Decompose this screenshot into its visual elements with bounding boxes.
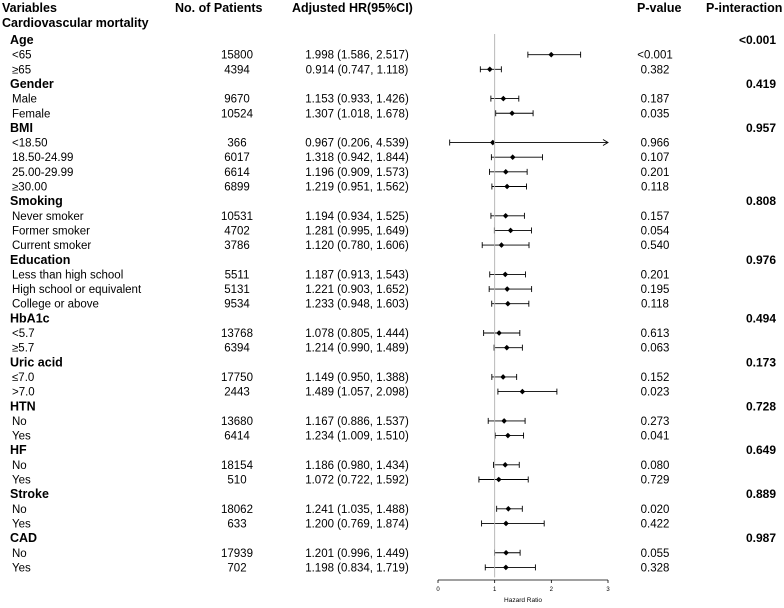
patients-count: 2443 xyxy=(224,386,250,399)
hr-point xyxy=(496,330,502,336)
forest-axis xyxy=(436,34,610,604)
p-value: 0.063 xyxy=(640,342,670,355)
patients-count: 6017 xyxy=(224,152,250,165)
hr-point xyxy=(505,301,511,307)
p-value: 0.107 xyxy=(640,152,670,165)
hr-point xyxy=(505,433,511,439)
header-hr: Adjusted HR(95%CI) xyxy=(292,1,413,15)
hr-point xyxy=(504,286,510,292)
hr-ci-text: 1.187 (0.913, 1.543) xyxy=(305,269,409,282)
p-value: 0.035 xyxy=(640,108,670,121)
group-label: Smoking xyxy=(10,194,63,209)
p-value: <0.001 xyxy=(637,49,673,62)
hr-ci-text: 1.149 (0.950, 1.388) xyxy=(305,371,409,384)
group-label: HbA1c xyxy=(10,311,50,326)
patients-count: 5511 xyxy=(224,269,250,282)
patients-count: 4394 xyxy=(224,64,250,77)
hr-ci-text: 1.233 (0.948, 1.603) xyxy=(305,298,409,311)
patients-count: 510 xyxy=(227,474,247,487)
p-value: 0.041 xyxy=(640,430,670,443)
p-interaction-value: 0.494 xyxy=(745,311,776,326)
hr-ci-text: 1.078 (0.805, 1.444) xyxy=(305,328,409,340)
p-value: 0.195 xyxy=(640,284,670,297)
patients-count: 13768 xyxy=(221,328,253,340)
hr-ci-text: 1.120 (0.780, 1.606) xyxy=(305,240,409,253)
subgroup-label: ≥5.7 xyxy=(12,342,35,355)
x-tick-label: 2 xyxy=(549,587,554,593)
hr-ci-text: 1.167 (0.886, 1.537) xyxy=(305,415,409,428)
hr-ci-text: 1.214 (0.990, 1.489) xyxy=(305,342,409,355)
hr-point xyxy=(504,345,510,351)
hr-point xyxy=(548,52,554,58)
subgroup-label: 25.00-29.99 xyxy=(12,166,74,179)
p-value: 0.023 xyxy=(640,386,670,399)
patients-count: 15800 xyxy=(221,49,253,62)
hr-ci-text: 1.221 (0.903, 1.652) xyxy=(305,284,409,297)
patients-count: 633 xyxy=(227,518,247,531)
p-value: 0.054 xyxy=(640,225,670,238)
patients-count: 9670 xyxy=(224,93,250,106)
subgroup-label: No xyxy=(12,415,27,428)
subgroup-label: Yes xyxy=(12,430,31,443)
hr-ci-text: 1.186 (0.980, 1.434) xyxy=(305,459,409,472)
subgroup-label: Former smoker xyxy=(12,225,90,238)
p-value: 0.966 xyxy=(640,137,670,150)
p-interaction-value: 0.808 xyxy=(745,194,776,209)
subgroup-label: <18.50 xyxy=(12,137,48,150)
subgroup-label: Yes xyxy=(12,518,31,531)
subgroup-label: ≤7.0 xyxy=(12,371,35,384)
p-value: 0.729 xyxy=(640,474,670,487)
hr-ci-text: 1.201 (0.996, 1.449) xyxy=(305,547,409,560)
forest-rows xyxy=(10,33,776,574)
group-label: Uric acid xyxy=(10,355,63,370)
hr-point xyxy=(501,418,507,424)
patients-count: 6394 xyxy=(224,342,250,355)
p-value: 0.157 xyxy=(640,210,670,223)
p-interaction-value: 0.173 xyxy=(745,355,776,370)
p-value: 0.152 xyxy=(640,371,670,384)
p-value: 0.422 xyxy=(640,518,670,531)
p-value: 0.613 xyxy=(640,328,670,340)
p-interaction-value: 0.419 xyxy=(745,76,776,91)
p-value: 0.540 xyxy=(640,240,670,253)
patients-count: 4702 xyxy=(224,225,250,238)
hr-ci-text: 1.153 (0.933, 1.426) xyxy=(305,93,409,106)
group-label: Gender xyxy=(10,76,54,91)
x-axis-label: Hazard Ratio xyxy=(504,597,542,604)
hr-ci-text: 1.194 (0.934, 1.525) xyxy=(305,210,409,223)
patients-count: 6899 xyxy=(224,181,250,194)
hr-ci-text: 1.281 (0.995, 1.649) xyxy=(305,225,409,238)
p-value: 0.187 xyxy=(640,93,670,106)
x-tick-label: 1 xyxy=(492,587,497,593)
subgroup-label: Female xyxy=(12,108,51,121)
hr-ci-text: 1.219 (0.951, 1.562) xyxy=(305,181,409,194)
p-interaction-value: 0.957 xyxy=(745,120,776,135)
hr-point xyxy=(503,169,509,175)
hr-ci-text: 1.998 (1.586, 2.517) xyxy=(305,49,409,62)
hr-point xyxy=(509,110,515,116)
p-value: 0.201 xyxy=(640,166,670,179)
hr-point xyxy=(503,565,509,571)
subgroup-label: <65 xyxy=(12,49,32,62)
p-value: 0.273 xyxy=(640,415,670,428)
p-value: 0.201 xyxy=(640,269,670,282)
group-label: HF xyxy=(10,443,27,458)
header-pinteraction: P-interaction xyxy=(706,1,783,15)
x-tick-label: 0 xyxy=(436,587,440,593)
patients-count: 3786 xyxy=(224,240,250,253)
hr-point xyxy=(520,389,526,395)
p-interaction-value: 0.728 xyxy=(745,399,776,414)
hr-point xyxy=(502,272,508,278)
hr-ci-text: 1.241 (1.035, 1.488) xyxy=(305,503,409,516)
hr-point xyxy=(510,154,516,160)
patients-count: 9534 xyxy=(224,298,250,311)
group-label: HTN xyxy=(10,399,36,414)
hr-point xyxy=(503,213,509,219)
group-label: BMI xyxy=(10,120,33,135)
hr-ci-text: 1.200 (0.769, 1.874) xyxy=(305,518,409,531)
group-label: CAD xyxy=(10,531,38,546)
p-interaction-value: 0.649 xyxy=(745,443,776,458)
p-value: 0.328 xyxy=(640,562,670,575)
hr-ci-text: 0.967 (0.206, 4.539) xyxy=(305,137,409,150)
subgroup-label: 18.50-24.99 xyxy=(12,152,74,165)
patients-count: 5131 xyxy=(224,284,250,297)
p-value: 0.118 xyxy=(641,298,669,311)
hr-ci-text: 0.914 (0.747, 1.118) xyxy=(305,64,409,77)
subgroup-label: Never smoker xyxy=(12,210,84,223)
hr-ci-text: 1.234 (1.009, 1.510) xyxy=(305,430,409,443)
hr-ci-text: 1.072 (0.722, 1.592) xyxy=(305,474,409,487)
p-value: 0.080 xyxy=(640,459,670,472)
p-interaction-value: 0.976 xyxy=(745,252,776,267)
hr-point xyxy=(506,506,512,512)
hr-point xyxy=(503,550,509,556)
hr-point xyxy=(496,477,502,483)
subgroup-label: <5.7 xyxy=(12,328,35,340)
hr-point xyxy=(508,228,514,234)
hr-ci-text: 1.489 (1.057, 2.098) xyxy=(305,386,409,399)
p-interaction-value: 0.889 xyxy=(745,487,776,502)
patients-count: 13680 xyxy=(221,415,253,428)
subgroup-label: High school or equivalent xyxy=(12,284,142,297)
hr-point xyxy=(500,374,506,380)
subgroup-label: ≥30.00 xyxy=(12,181,48,194)
hr-point xyxy=(501,96,507,102)
patients-count: 10524 xyxy=(221,108,253,121)
hr-ci-text: 1.307 (1.018, 1.678) xyxy=(305,108,409,121)
group-label: Stroke xyxy=(10,487,49,502)
hr-point xyxy=(487,67,493,73)
p-value: 0.118 xyxy=(641,181,669,194)
p-value: 0.020 xyxy=(640,503,670,516)
patients-count: 366 xyxy=(227,137,247,150)
subgroup-label: College or above xyxy=(12,298,99,311)
p-value: 0.382 xyxy=(640,64,670,77)
patients-count: 702 xyxy=(227,562,247,575)
patients-count: 17939 xyxy=(221,547,253,560)
header-pvalue: P-value xyxy=(637,1,682,15)
group-label: Age xyxy=(10,33,34,47)
hr-point xyxy=(499,242,505,248)
hr-point xyxy=(503,521,509,527)
hr-point xyxy=(504,184,510,190)
hr-point xyxy=(502,462,508,468)
patients-count: 6614 xyxy=(224,166,250,179)
header-patients: No. of Patients xyxy=(175,1,263,15)
subgroup-label: Less than high school xyxy=(12,269,124,282)
x-tick-label: 3 xyxy=(606,587,610,593)
group-label: Education xyxy=(10,252,71,267)
header-variables: Variables xyxy=(2,1,57,15)
subgroup-label: Yes xyxy=(12,562,31,575)
patients-count: 18062 xyxy=(221,503,253,516)
patients-count: 17750 xyxy=(221,371,253,384)
p-value: 0.055 xyxy=(640,547,670,560)
subgroup-label: No xyxy=(12,503,27,516)
p-interaction-value: 0.987 xyxy=(745,531,776,546)
subgroup-label: Current smoker xyxy=(12,240,92,253)
patients-count: 6414 xyxy=(224,430,250,443)
subgroup-label: No xyxy=(12,547,27,560)
outcome-title: Cardiovascular mortality xyxy=(2,16,149,30)
subgroup-label: Yes xyxy=(12,474,31,487)
hr-ci-text: 1.198 (0.834, 1.719) xyxy=(305,562,409,575)
subgroup-label: No xyxy=(12,459,27,472)
subgroup-label: >7.0 xyxy=(12,386,35,399)
hr-ci-text: 1.196 (0.909, 1.573) xyxy=(305,166,409,179)
subgroup-label: ≥65 xyxy=(12,64,32,77)
p-interaction-value: <0.001 xyxy=(738,33,776,47)
patients-count: 18154 xyxy=(221,459,253,472)
patients-count: 10531 xyxy=(221,210,253,223)
hr-ci-text: 1.318 (0.942, 1.844) xyxy=(305,152,409,165)
subgroup-label: Male xyxy=(12,93,37,106)
